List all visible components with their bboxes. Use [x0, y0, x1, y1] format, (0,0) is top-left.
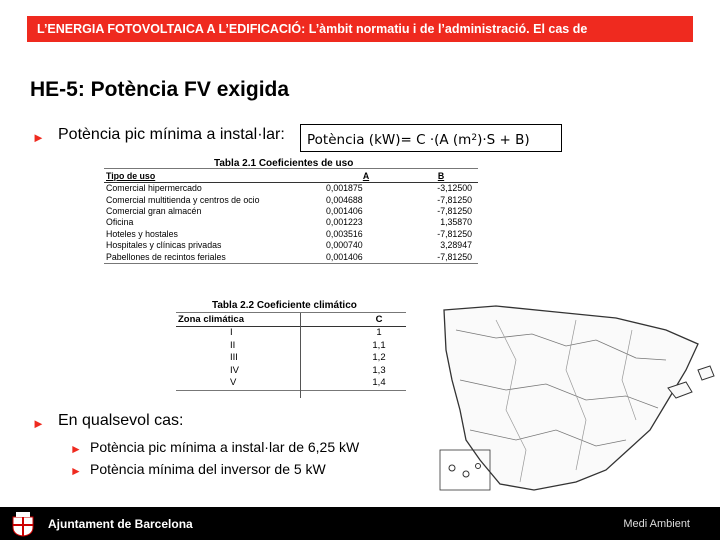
table-cell: III — [230, 352, 238, 364]
footer-department: Medi Ambient — [623, 518, 690, 530]
sub-bullet-min-peak: Potència pic mínima a instal·lar de 6,25 kW — [90, 439, 360, 455]
table-row — [104, 206, 478, 217]
table-cell: Comercial gran almacén — [106, 205, 202, 216]
table-row — [176, 377, 406, 390]
formula-prefix: Potència (kW)= C ·(A (m — [307, 132, 472, 148]
table-row — [104, 229, 478, 240]
table-cell: I — [230, 327, 233, 339]
table-cell: 0,001223 — [326, 217, 363, 228]
table-divider — [300, 313, 301, 398]
bullet-arrow-icon: ► — [32, 130, 45, 145]
table-header: C — [352, 313, 406, 327]
table-cell: 0,004688 — [326, 194, 363, 205]
table-cell: Pabellones de recintos feriales — [106, 251, 226, 262]
usage-coefficients-table — [104, 168, 478, 264]
table-row — [176, 365, 406, 378]
table-cell: 0,001406 — [326, 251, 363, 262]
table-header: A — [324, 169, 408, 183]
table-row — [104, 183, 478, 195]
table-cell: Comercial multitienda y centros de ocio — [106, 194, 260, 205]
table-cell: Hoteles y hostales — [106, 228, 178, 239]
table-cell: -7,81250 — [437, 228, 472, 239]
table-cell: 1 — [376, 327, 382, 339]
climate-coefficient-table — [176, 312, 406, 391]
bullet-arrow-icon: ► — [70, 464, 82, 478]
header-bar — [27, 16, 693, 42]
table2-title: Tabla 2.2 Coeficiente climático — [212, 300, 357, 311]
table-cell: IV — [230, 364, 239, 376]
table-cell: 1,3 — [372, 364, 386, 376]
table-row — [104, 251, 478, 263]
table-row — [104, 194, 478, 205]
table-cell: 1,2 — [372, 352, 386, 364]
table-cell: -7,81250 — [437, 251, 472, 262]
table-cell: 3,28947 — [440, 240, 472, 251]
table-cell: V — [230, 377, 237, 389]
table-cell: 1,35870 — [440, 217, 472, 228]
table-cell: -3,12500 — [437, 183, 472, 194]
table-cell: 0,001406 — [326, 205, 363, 216]
table-header: Zona climática — [176, 313, 352, 327]
power-formula — [300, 124, 562, 152]
table-row — [104, 217, 478, 228]
footer-institution: Ajuntament de Barcelona — [48, 517, 193, 531]
sub-bullet-min-inverter: Potència mínima del inversor de 5 kW — [90, 461, 326, 477]
table-cell: -7,81250 — [437, 205, 472, 216]
table-cell: 0,000740 — [326, 240, 363, 251]
table-row — [176, 327, 406, 340]
climate-zones-map — [436, 300, 718, 505]
table-cell: 0,001875 — [326, 183, 363, 194]
table-cell: -7,81250 — [437, 194, 472, 205]
table-row — [176, 340, 406, 353]
table-cell: 0,003516 — [326, 228, 363, 239]
table-cell: Oficina — [106, 217, 134, 228]
barcelona-crest-icon — [10, 511, 36, 537]
table-cell: Comercial hipermercado — [106, 183, 202, 194]
table-row — [176, 352, 406, 365]
formula-exponent: 2 — [471, 133, 478, 143]
table-header-row — [176, 313, 406, 327]
bullet-arrow-icon: ► — [70, 442, 82, 456]
table-header: B — [408, 169, 478, 183]
table-cell: 1,4 — [372, 377, 386, 389]
table-cell: II — [230, 339, 236, 351]
table-cell: 1,1 — [372, 339, 386, 351]
bullet-arrow-icon: ► — [32, 416, 45, 431]
table-header-row — [104, 169, 478, 183]
footer-bar — [0, 507, 720, 540]
bullet-min-power: Potència pic mínima a instal·lar: — [58, 126, 285, 143]
slide-title: HE-5: Potència FV exigida — [30, 78, 290, 101]
table-cell: Hospitales y clínicas privadas — [106, 240, 222, 251]
formula-suffix: )·S + B) — [477, 132, 530, 148]
table1-title: Tabla 2.1 Coeficientes de uso — [214, 158, 354, 169]
bullet-any-case: En qualsevol cas: — [58, 412, 184, 429]
table-row — [104, 240, 478, 251]
table-header: Tipo de uso — [104, 169, 324, 183]
header-title: L’ENERGIA FOTOVOLTAICA A L’EDIFICACIÓ: L’àmbit normatiu i de l’administració. El cas de — [37, 22, 588, 36]
